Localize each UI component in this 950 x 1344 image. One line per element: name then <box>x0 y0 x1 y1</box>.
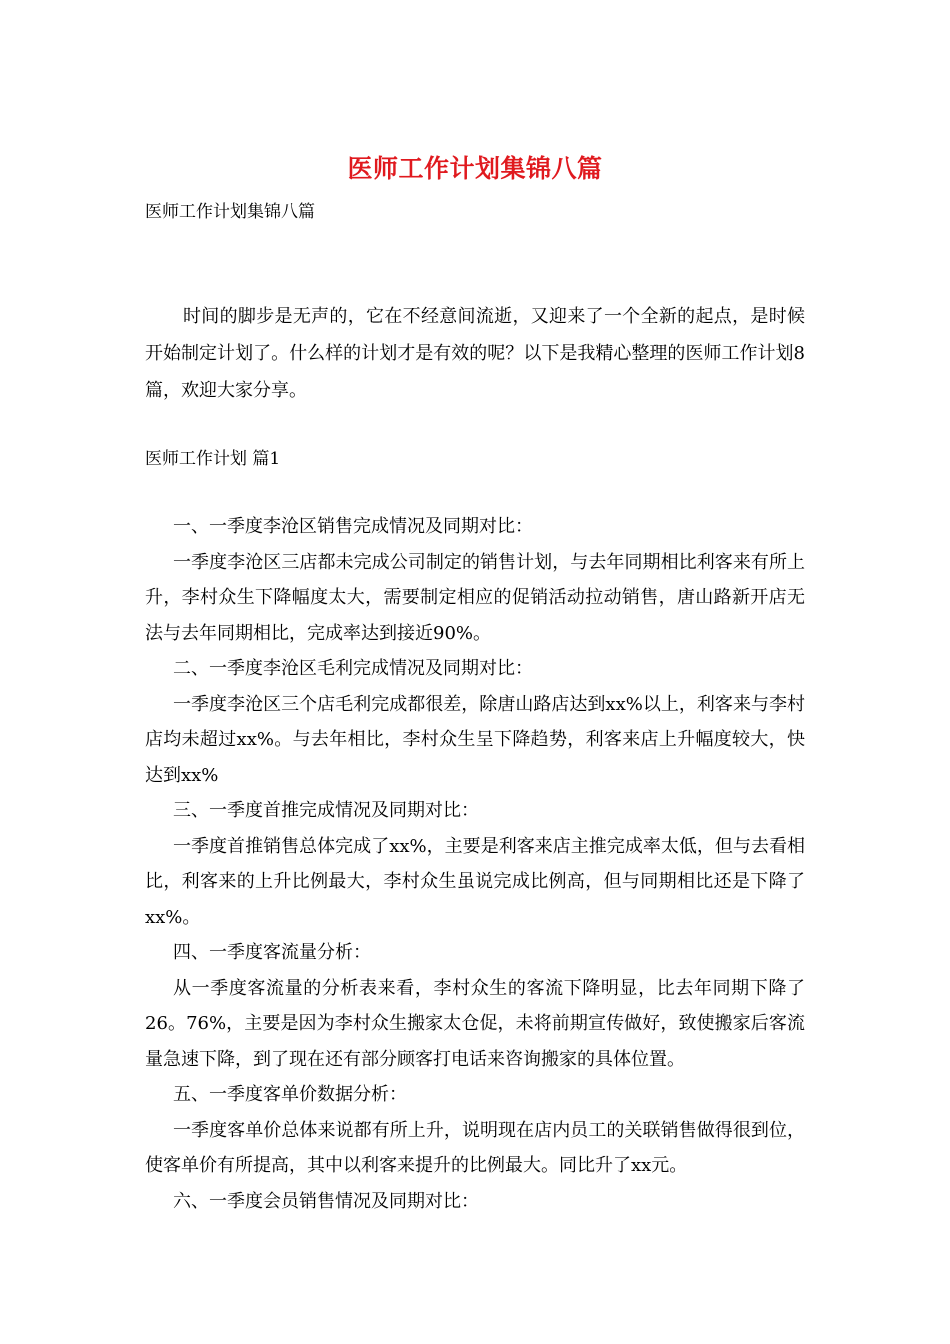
paragraph-3: 二、一季度李沧区毛利完成情况及同期对比： <box>173 658 533 679</box>
paragraph-11: 六、一季度会员销售情况及同期对比： <box>173 1190 479 1212</box>
paragraph-8: 从一季度客流量的分析表来看，李村众生的客流下降明显，比去年同期下降了26。76%，主要是因为李村众生搬家太仓促，未将前期宣传做好，致使搬家后客流量急速下降，到了现在还有部分顾客打电话来咨询搬家的具体位置。 <box>145 977 805 1070</box>
paragraph-5: 三、一季度首推完成情况及同期对比： <box>173 800 479 821</box>
paragraph-6: 一季度首推销售总体完成了xx%，主要是利客来店主推完成率太低，但与去看相比，利客来的上升比例最大，李村众生虽说完成比例高，但与同期相比还是下降了xx%。 <box>145 835 805 928</box>
paragraph-10: 一季度客单价总体来说都有所上升，说明现在店内员工的关联销售做得很到位，使客单价有所提高，其中以利客来提升的比例最大。同比升了xx元。 <box>145 1119 805 1176</box>
section-heading: 医师工作计划 篇1 <box>145 449 281 469</box>
paragraph-9: 五、一季度客单价数据分析： <box>173 1084 407 1105</box>
document-subtitle: 医师工作计划集锦八篇 <box>145 202 315 222</box>
intro-paragraph: 时间的脚步是无声的，它在不经意间流逝，又迎来了一个全新的起点，是时候开始制定计划了。什么样的计划才是有效的呢？以下是我精心整理的医师工作计划8篇，欢迎大家分享。 <box>145 306 805 401</box>
paragraph-2: 一季度李沧区三店都未完成公司制定的销售计划，与去年同期相比利客来有所上升，李村众生下降幅度太大，需要制定相应的促销活动拉动销售，唐山路新开店无法与去年同期相比，完成率达到接近90%。 <box>145 551 805 644</box>
paragraph-4: 一季度李沧区三个店毛利完成都很差，除唐山路店达到xx%以上，利客来与李村店均未超过xx%。与去年相比，李村众生呈下降趋势，利客来店上升幅度较大，快达到xx% <box>145 693 805 786</box>
section-body <box>145 509 805 1219</box>
paragraph-1: 一、一季度李沧区销售完成情况及同期对比： <box>173 516 533 537</box>
document-title: 医师工作计划集锦八篇 <box>347 154 603 183</box>
paragraph-7: 四、一季度客流量分析： <box>173 942 371 963</box>
